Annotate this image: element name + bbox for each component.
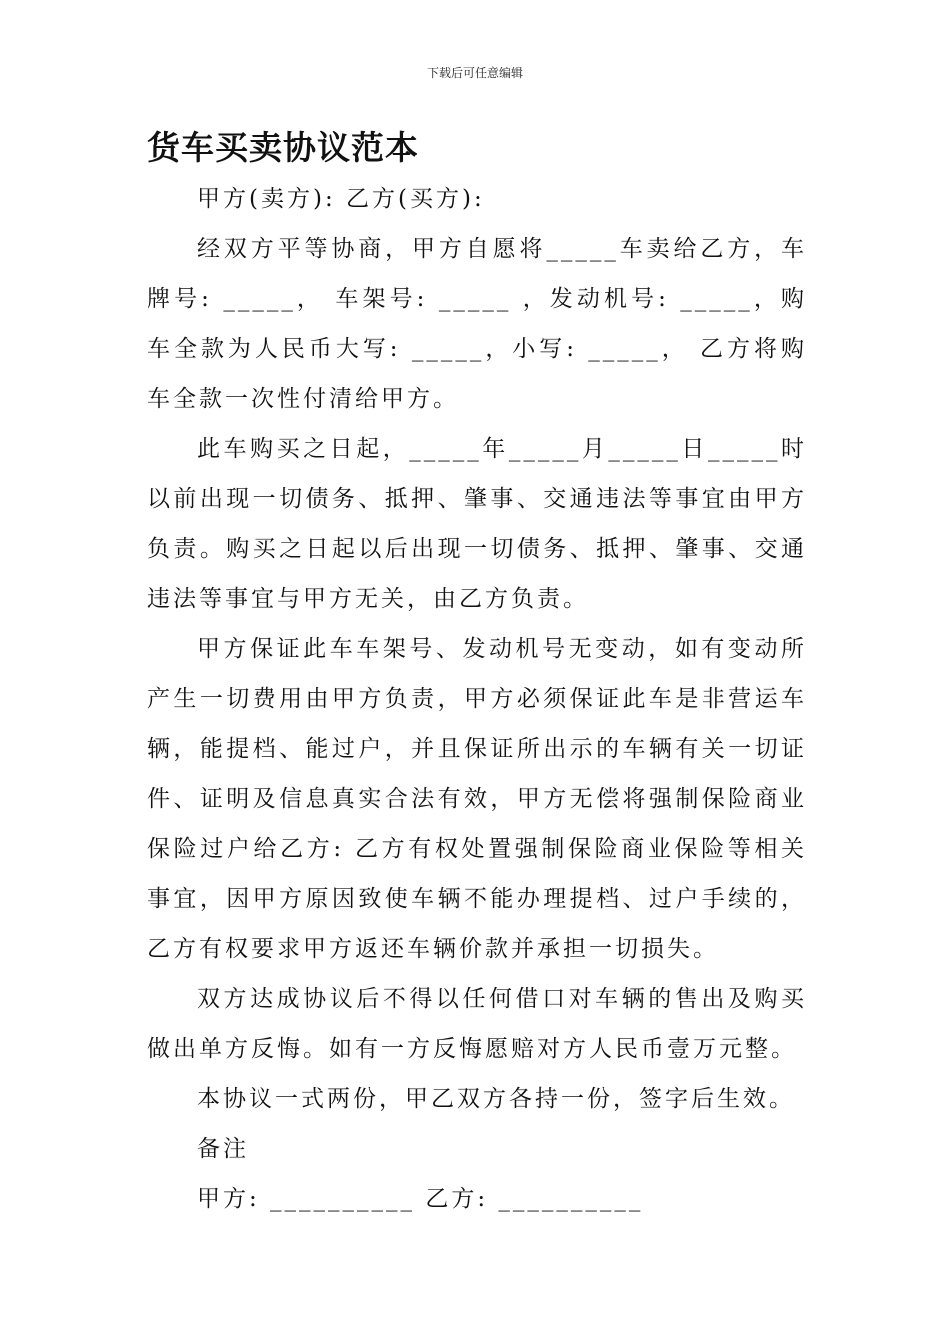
- remarks-label: 备注: [197, 1136, 249, 1162]
- document-title: 货车买卖协议范本: [147, 128, 419, 167]
- paragraph-liability-date: 此车购买之日起，_____年_____月_____日_____时以前出现一切债务、抵押、肇事、交通违法等事宜由甲方负责。购买之日起以后出现一切债务、抵押、肇事、交通违法等事宜与甲方无关，由乙方负责。: [147, 436, 807, 612]
- page-header-note: 下载后可任意编辑: [426, 66, 523, 80]
- signature-line: 甲方: __________ 乙方: __________: [197, 1186, 644, 1212]
- parties-line: 甲方(卖方): 乙方(买方):: [197, 186, 485, 212]
- paragraph-copies: 本协议一式两份，甲乙双方各持一份，签字后生效。: [197, 1086, 795, 1112]
- paragraph-seller-guarantee: 甲方保证此车车架号、发动机号无变动，如有变动所产生一切费用由甲方负责，甲方必须保证此车是非营运车辆，能提档、能过户，并且保证所出示的车辆有关一切证件、证明及信息真实合法有效，甲方无偿将强制保险商业保险过户给乙方: 乙方有权处置强制保险商业保险等相关事宜，因甲方原因致使车辆不能办理提档、过户手续的，乙方有权要求甲方返还车辆价款并承担一切损失。: [147, 636, 807, 962]
- paragraph-no-repudiation: 双方达成协议后不得以任何借口对车辆的售出及购买做出单方反悔。如有一方反悔愿赔对方人民币壹万元整。: [147, 986, 807, 1062]
- paragraph-vehicle-details: 经双方平等协商，甲方自愿将_____车卖给乙方，车牌号: _____， 车架号: _____ ，发动机号: _____，购车全款为人民币大写: _____，小写: _____， 乙方将购车全款一次性付清给甲方。: [147, 236, 807, 412]
- document-body: [147, 174, 807, 1224]
